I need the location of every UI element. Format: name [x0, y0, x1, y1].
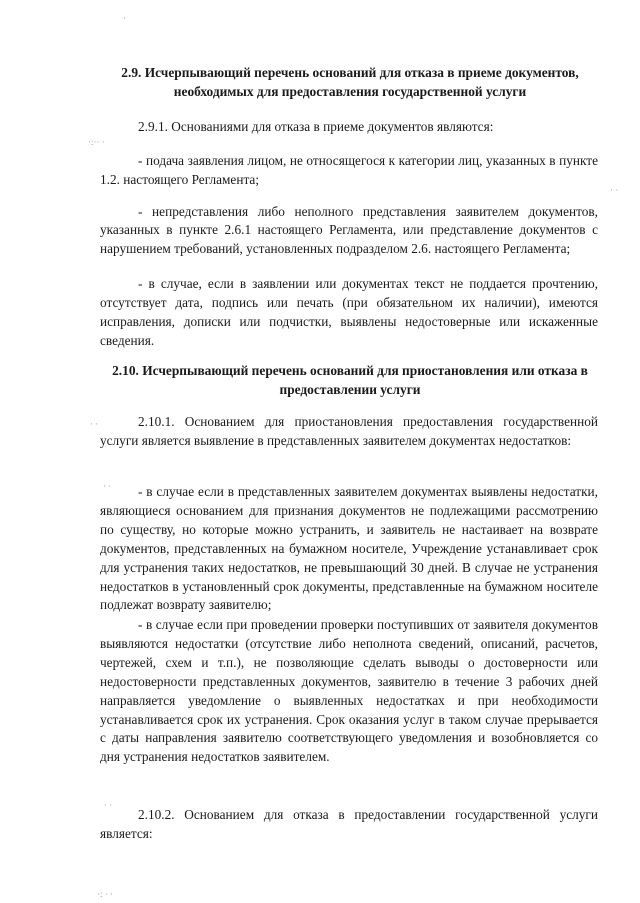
section-2-10-item-1: - в случае если в представленных заявителем документах выявлены недостатки, являющиеся основанием для признания документов не подлежащими рассмотрению по существу, но которые можно устранить, и заявитель не настаивает на возврате документов, представленных на бумажном носителе, Учреждение устанавливает срок для устранения таких недостатков, не превышающий 30 дней. В случае не устранения недостатков в установленный срок документы, представленные на бумажном носителе подлежат возврату заявителю;: [100, 484, 598, 613]
section-2-9-1-intro: 2.9.1. Основаниями для отказа в приеме документов являются:: [138, 119, 494, 134]
scan-speck: ·: [123, 13, 126, 23]
section-2-10-1-paragraph: 2.10.1. Основанием для приостановления предоставления государственной услуги является выявление в представленных заявителем документах недостатков:: [100, 414, 598, 448]
scan-speck: · ·: [90, 419, 99, 429]
section-2-10-item-2: - в случае если при проведении проверки поступивших от заявителя документов выявляются недостатки (отсутствие либо неполнота сведений, описаний, расчетов, чертежей, схем и т.п.), не позволяющие сделать выводы о достоверности или недостоверности представленных документов, заявителю в течение 3 рабочих дней направляется уведомление о выявленных недостатках и при необходимости устанавливается срок их устранения. Срок оказания услуг в таком случае прерывается с даты направления заявителю соответствующего уведомления и возобновляется со дня устранения недостатков заявителем.: [100, 617, 598, 765]
scan-speck: · ·: [104, 800, 113, 810]
section-2-9-item-1: - подача заявления лицом, не относящегося к категории лиц, указанных в пункте 1.2. настоящего Регламента;: [100, 153, 598, 187]
section-2-10-2-paragraph: 2.10.2. Основанием для отказа в предоставлении государственной услуги является:: [100, 807, 598, 841]
scan-speck: · ·: [103, 481, 112, 491]
section-2-10-heading: 2.10. Исчерпывающий перечень оснований для приостановления или отказа в предоставлении услуги: [112, 363, 588, 397]
scan-speck: ·: · ·: [97, 889, 113, 899]
section-2-9-heading: 2.9. Исчерпывающий перечень оснований для отказа в приеме документов, необходимых для предоставления государственной услуги: [121, 65, 579, 99]
scan-speck: ·:·· ·: [88, 137, 105, 147]
section-2-9-item-2: - непредставления либо неполного представления заявителем документов, указанных в пункте 2.6.1 настоящего Регламента, или представление документов с нарушением требований, установленных подразделом 2.6. настоящего Регламента;: [100, 204, 598, 256]
section-2-9-item-3: - в случае, если в заявлении или документах текст не поддается прочтению, отсутствует дата, подпись или печать (при обязательном их наличии), имеются исправления, дописки или подчистки, выявлены недостоверные или искаженные сведения.: [100, 276, 598, 348]
scan-speck: · ·: [610, 185, 619, 195]
